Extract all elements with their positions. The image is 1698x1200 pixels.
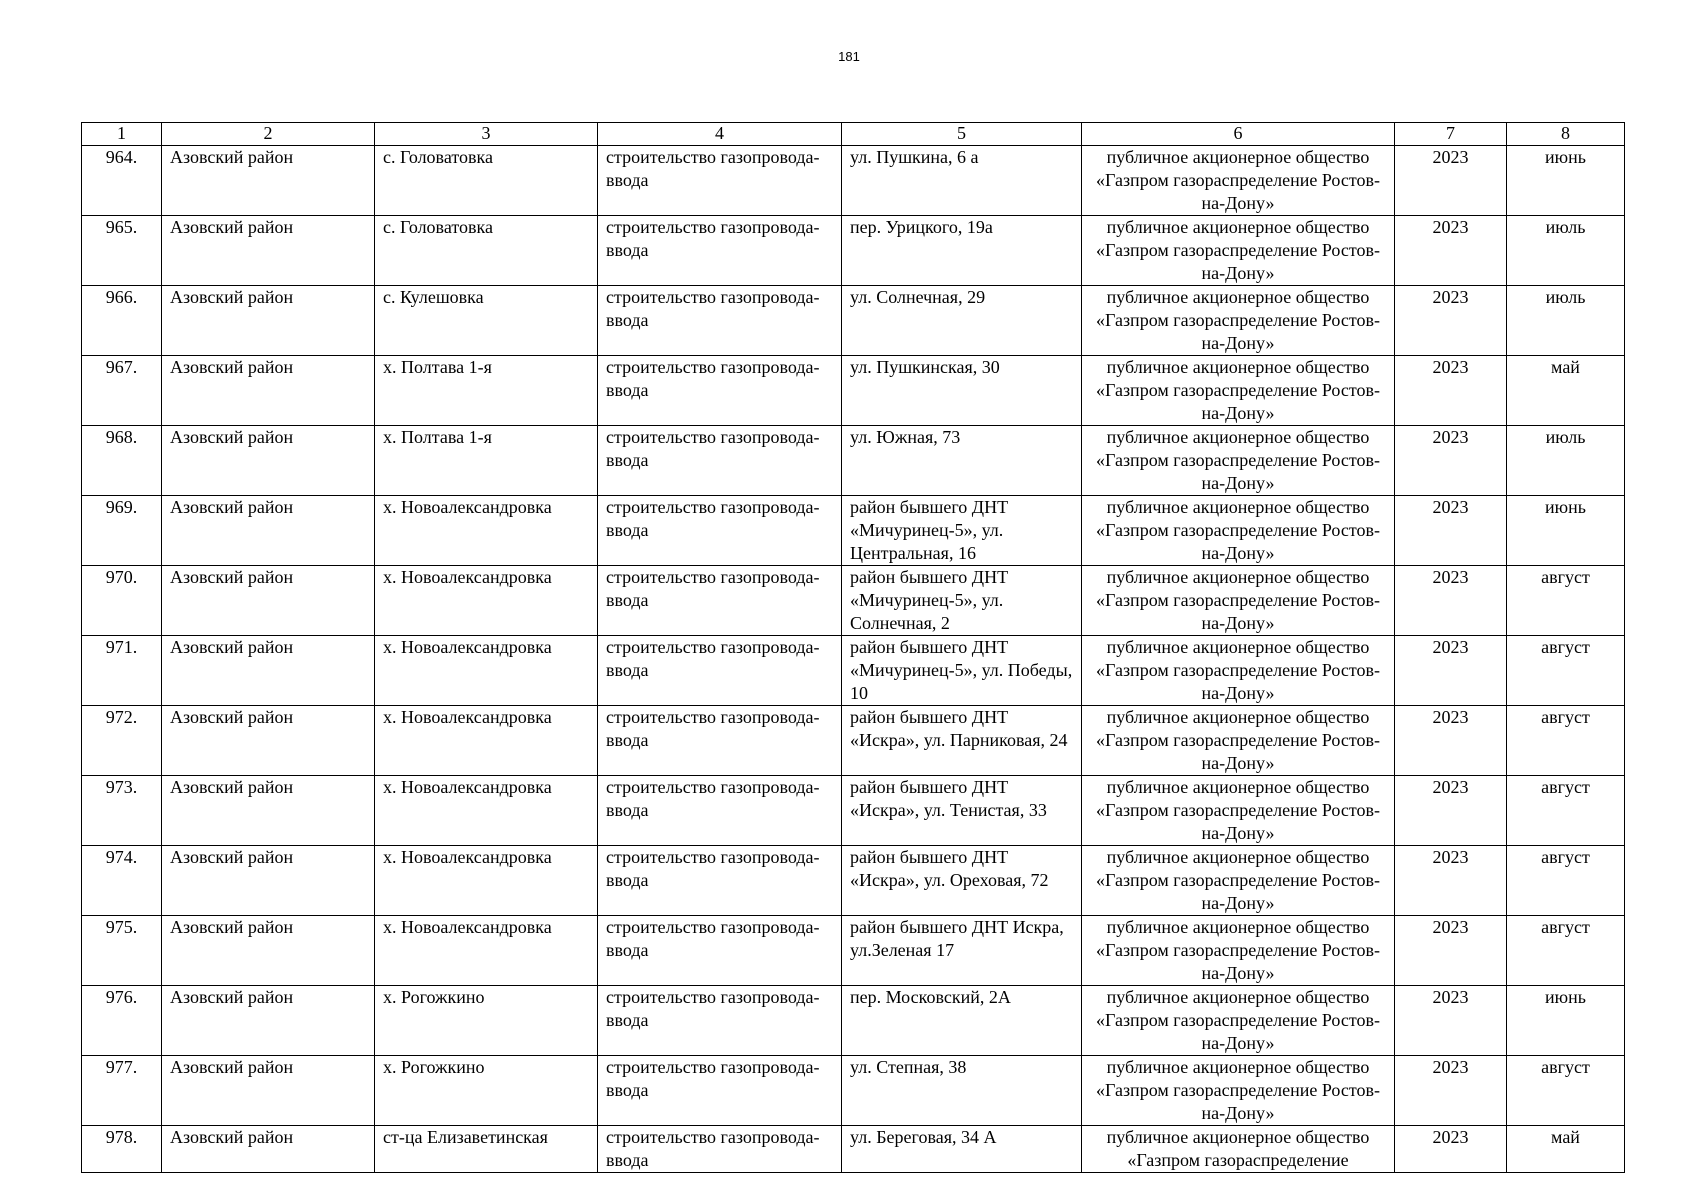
table-row bbox=[82, 706, 1625, 776]
month-cell: август bbox=[1507, 706, 1625, 776]
settlement-cell: х. Новоалександровка bbox=[375, 916, 598, 986]
organization-cell: публичное акционерное общество «Газпром газораспределение bbox=[1082, 1126, 1395, 1173]
organization-cell: публичное акционерное общество «Газпром газораспределение Ростов-на-Дону» bbox=[1082, 146, 1395, 216]
row-number: 977. bbox=[82, 1056, 162, 1126]
table-row bbox=[82, 216, 1625, 286]
month-cell: август bbox=[1507, 636, 1625, 706]
year-cell: 2023 bbox=[1395, 986, 1507, 1056]
year-cell: 2023 bbox=[1395, 636, 1507, 706]
column-header-5: 5 bbox=[842, 123, 1082, 146]
row-number: 974. bbox=[82, 846, 162, 916]
row-number: 964. bbox=[82, 146, 162, 216]
address-cell: ул. Солнечная, 29 bbox=[842, 286, 1082, 356]
column-header-8: 8 bbox=[1507, 123, 1625, 146]
address-cell: район бывшего ДНТ «Искра», ул. Ореховая, 72 bbox=[842, 846, 1082, 916]
row-number: 967. bbox=[82, 356, 162, 426]
row-number: 966. bbox=[82, 286, 162, 356]
organization-cell: публичное акционерное общество «Газпром газораспределение Ростов-на-Дону» bbox=[1082, 216, 1395, 286]
address-cell: пер. Урицкого, 19а bbox=[842, 216, 1082, 286]
column-header-6: 6 bbox=[1082, 123, 1395, 146]
district-cell: Азовский район bbox=[162, 426, 375, 496]
year-cell: 2023 bbox=[1395, 846, 1507, 916]
table-row bbox=[82, 496, 1625, 566]
table-row bbox=[82, 776, 1625, 846]
month-cell: июнь bbox=[1507, 146, 1625, 216]
page-number: 181 bbox=[838, 49, 860, 64]
settlement-cell: с. Головатовка bbox=[375, 146, 598, 216]
year-cell: 2023 bbox=[1395, 566, 1507, 636]
organization-cell: публичное акционерное общество «Газпром газораспределение Ростов-на-Дону» bbox=[1082, 986, 1395, 1056]
month-cell: август bbox=[1507, 846, 1625, 916]
year-cell: 2023 bbox=[1395, 426, 1507, 496]
district-cell: Азовский район bbox=[162, 1126, 375, 1173]
work-type-cell: строительство газопровода-ввода bbox=[598, 916, 842, 986]
column-header-2: 2 bbox=[162, 123, 375, 146]
row-number: 970. bbox=[82, 566, 162, 636]
settlement-cell: с. Кулешовка bbox=[375, 286, 598, 356]
settlement-cell: х. Полтава 1-я bbox=[375, 356, 598, 426]
settlement-cell: х. Новоалександровка bbox=[375, 496, 598, 566]
district-cell: Азовский район bbox=[162, 146, 375, 216]
district-cell: Азовский район bbox=[162, 216, 375, 286]
address-cell: ул. Степная, 38 bbox=[842, 1056, 1082, 1126]
column-header-3: 3 bbox=[375, 123, 598, 146]
column-header-7: 7 bbox=[1395, 123, 1507, 146]
district-cell: Азовский район bbox=[162, 776, 375, 846]
settlement-cell: ст-ца Елизаветинская bbox=[375, 1126, 598, 1173]
settlement-cell: х. Новоалександровка bbox=[375, 636, 598, 706]
work-type-cell: строительство газопровода-ввода bbox=[598, 1126, 842, 1173]
month-cell: июль bbox=[1507, 426, 1625, 496]
address-cell: район бывшего ДНТ «Искра», ул. Парниковая, 24 bbox=[842, 706, 1082, 776]
district-cell: Азовский район bbox=[162, 1056, 375, 1126]
work-type-cell: строительство газопровода-ввода bbox=[598, 1056, 842, 1126]
table-row bbox=[82, 1056, 1625, 1126]
row-number: 969. bbox=[82, 496, 162, 566]
work-type-cell: строительство газопровода-ввода bbox=[598, 776, 842, 846]
row-number: 965. bbox=[82, 216, 162, 286]
address-cell: район бывшего ДНТ Искра, ул.Зеленая 17 bbox=[842, 916, 1082, 986]
work-type-cell: строительство газопровода-ввода bbox=[598, 636, 842, 706]
gas-connection-table bbox=[81, 122, 1625, 1173]
table-header-row bbox=[82, 123, 1625, 146]
table-row bbox=[82, 566, 1625, 636]
settlement-cell: х. Рогожкино bbox=[375, 986, 598, 1056]
table-row bbox=[82, 146, 1625, 216]
settlement-cell: х. Рогожкино bbox=[375, 1056, 598, 1126]
year-cell: 2023 bbox=[1395, 356, 1507, 426]
organization-cell: публичное акционерное общество «Газпром газораспределение Ростов-на-Дону» bbox=[1082, 916, 1395, 986]
year-cell: 2023 bbox=[1395, 916, 1507, 986]
settlement-cell: с. Головатовка bbox=[375, 216, 598, 286]
work-type-cell: строительство газопровода-ввода bbox=[598, 986, 842, 1056]
address-cell: район бывшего ДНТ «Мичуринец-5», ул. Победы, 10 bbox=[842, 636, 1082, 706]
organization-cell: публичное акционерное общество «Газпром газораспределение Ростов-на-Дону» bbox=[1082, 356, 1395, 426]
column-header-1: 1 bbox=[82, 123, 162, 146]
month-cell: август bbox=[1507, 566, 1625, 636]
table-row bbox=[82, 636, 1625, 706]
month-cell: июль bbox=[1507, 216, 1625, 286]
organization-cell: публичное акционерное общество «Газпром газораспределение Ростов-на-Дону» bbox=[1082, 776, 1395, 846]
year-cell: 2023 bbox=[1395, 286, 1507, 356]
row-number: 971. bbox=[82, 636, 162, 706]
row-number: 978. bbox=[82, 1126, 162, 1173]
settlement-cell: х. Новоалександровка bbox=[375, 706, 598, 776]
work-type-cell: строительство газопровода-ввода bbox=[598, 356, 842, 426]
work-type-cell: строительство газопровода-ввода bbox=[598, 216, 842, 286]
district-cell: Азовский район bbox=[162, 566, 375, 636]
organization-cell: публичное акционерное общество «Газпром газораспределение Ростов-на-Дону» bbox=[1082, 636, 1395, 706]
year-cell: 2023 bbox=[1395, 1056, 1507, 1126]
district-cell: Азовский район bbox=[162, 496, 375, 566]
table-row bbox=[82, 846, 1625, 916]
address-cell: пер. Московский, 2А bbox=[842, 986, 1082, 1056]
month-cell: август bbox=[1507, 776, 1625, 846]
work-type-cell: строительство газопровода-ввода bbox=[598, 426, 842, 496]
address-cell: район бывшего ДНТ «Искра», ул. Тенистая, 33 bbox=[842, 776, 1082, 846]
table-row bbox=[82, 986, 1625, 1056]
row-number: 973. bbox=[82, 776, 162, 846]
table-row bbox=[82, 286, 1625, 356]
year-cell: 2023 bbox=[1395, 146, 1507, 216]
year-cell: 2023 bbox=[1395, 1126, 1507, 1173]
table-row bbox=[82, 916, 1625, 986]
work-type-cell: строительство газопровода-ввода bbox=[598, 496, 842, 566]
year-cell: 2023 bbox=[1395, 216, 1507, 286]
organization-cell: публичное акционерное общество «Газпром газораспределение Ростов-на-Дону» bbox=[1082, 286, 1395, 356]
month-cell: май bbox=[1507, 1126, 1625, 1173]
address-cell: ул. Южная, 73 bbox=[842, 426, 1082, 496]
month-cell: июнь bbox=[1507, 496, 1625, 566]
year-cell: 2023 bbox=[1395, 706, 1507, 776]
month-cell: май bbox=[1507, 356, 1625, 426]
row-number: 972. bbox=[82, 706, 162, 776]
work-type-cell: строительство газопровода-ввода bbox=[598, 846, 842, 916]
month-cell: август bbox=[1507, 916, 1625, 986]
settlement-cell: х. Новоалександровка bbox=[375, 566, 598, 636]
row-number: 975. bbox=[82, 916, 162, 986]
month-cell: июнь bbox=[1507, 986, 1625, 1056]
district-cell: Азовский район bbox=[162, 916, 375, 986]
month-cell: август bbox=[1507, 1056, 1625, 1126]
address-cell: ул. Пушкина, 6 а bbox=[842, 146, 1082, 216]
settlement-cell: х. Полтава 1-я bbox=[375, 426, 598, 496]
address-cell: район бывшего ДНТ «Мичуринец-5», ул. Центральная, 16 bbox=[842, 496, 1082, 566]
settlement-cell: х. Новоалександровка bbox=[375, 846, 598, 916]
month-cell: июль bbox=[1507, 286, 1625, 356]
organization-cell: публичное акционерное общество «Газпром газораспределение Ростов-на-Дону» bbox=[1082, 496, 1395, 566]
work-type-cell: строительство газопровода-ввода bbox=[598, 286, 842, 356]
organization-cell: публичное акционерное общество «Газпром газораспределение Ростов-на-Дону» bbox=[1082, 1056, 1395, 1126]
table-row bbox=[82, 426, 1625, 496]
address-cell: ул. Пушкинская, 30 bbox=[842, 356, 1082, 426]
district-cell: Азовский район bbox=[162, 706, 375, 776]
organization-cell: публичное акционерное общество «Газпром газораспределение Ростов-на-Дону» bbox=[1082, 846, 1395, 916]
organization-cell: публичное акционерное общество «Газпром газораспределение Ростов-на-Дону» bbox=[1082, 426, 1395, 496]
year-cell: 2023 bbox=[1395, 776, 1507, 846]
table-row bbox=[82, 356, 1625, 426]
organization-cell: публичное акционерное общество «Газпром газораспределение Ростов-на-Дону» bbox=[1082, 706, 1395, 776]
organization-cell: публичное акционерное общество «Газпром газораспределение Ростов-на-Дону» bbox=[1082, 566, 1395, 636]
row-number: 968. bbox=[82, 426, 162, 496]
work-type-cell: строительство газопровода-ввода bbox=[598, 146, 842, 216]
work-type-cell: строительство газопровода-ввода bbox=[598, 566, 842, 636]
address-cell: ул. Береговая, 34 А bbox=[842, 1126, 1082, 1173]
district-cell: Азовский район bbox=[162, 846, 375, 916]
row-number: 976. bbox=[82, 986, 162, 1056]
year-cell: 2023 bbox=[1395, 496, 1507, 566]
column-header-4: 4 bbox=[598, 123, 842, 146]
district-cell: Азовский район bbox=[162, 986, 375, 1056]
work-type-cell: строительство газопровода-ввода bbox=[598, 706, 842, 776]
district-cell: Азовский район bbox=[162, 356, 375, 426]
district-cell: Азовский район bbox=[162, 286, 375, 356]
address-cell: район бывшего ДНТ «Мичуринец-5», ул. Солнечная, 2 bbox=[842, 566, 1082, 636]
district-cell: Азовский район bbox=[162, 636, 375, 706]
settlement-cell: х. Новоалександровка bbox=[375, 776, 598, 846]
table-row bbox=[82, 1126, 1625, 1173]
